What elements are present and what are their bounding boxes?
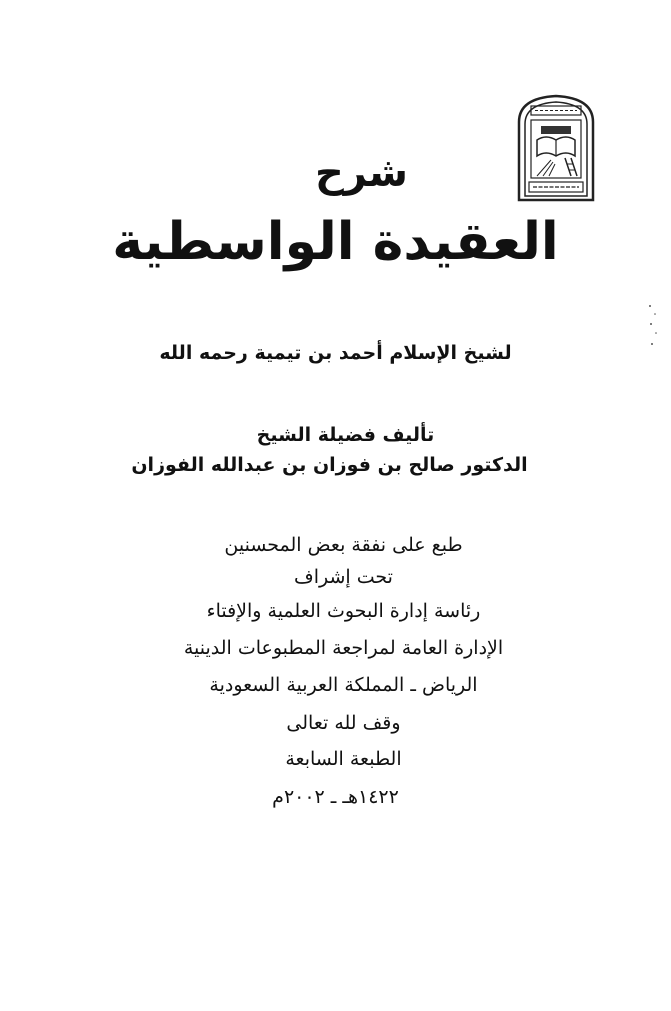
book-subtitle: لشيخ الإسلام أحمد بن تيمية رحمه الله — [159, 342, 512, 364]
date-line: ١٤٢٢هـ ـ ٢٠٠٢م — [272, 786, 399, 808]
publication-line: تحت إشراف — [294, 566, 393, 588]
book-title-line-2: العقيدة الواسطية — [112, 212, 559, 272]
publication-line: رئاسة إدارة البحوث العلمية والإفتاء — [206, 600, 481, 622]
author-name: الدكتور صالح بن فوزان بن عبدالله الفوزان — [131, 454, 528, 476]
edition-line: الطبعة السابعة — [285, 748, 402, 770]
book-title-line-1: شرح — [314, 150, 409, 196]
publication-line: الإدارة العامة لمراجعة المطبوعات الدينية — [183, 637, 504, 659]
publication-line: وقف لله تعالى — [286, 712, 401, 734]
author-intro: تأليف فضيلة الشيخ — [256, 424, 435, 446]
publication-line: الرياض ـ المملكة العربية السعودية — [209, 674, 478, 696]
publication-line: طبع على نفقة بعض المحسنين — [224, 534, 463, 556]
